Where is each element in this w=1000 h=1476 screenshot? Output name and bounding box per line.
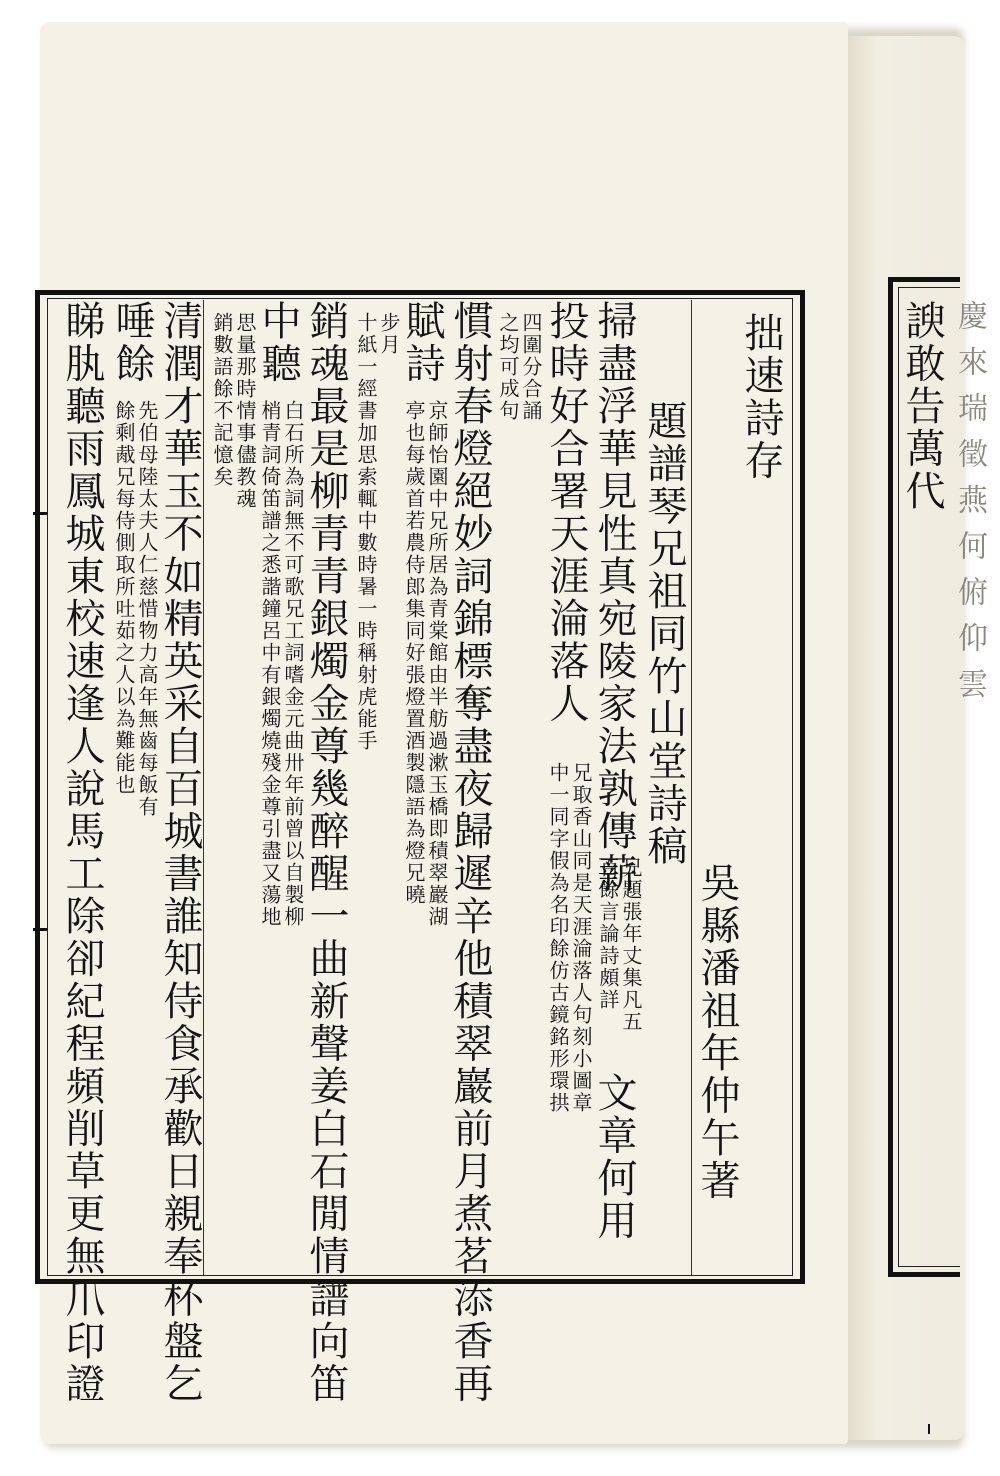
annotation-6a: 步月 <box>377 312 401 356</box>
column-rule <box>691 300 692 1275</box>
text-column-2: 投時好合署天涯淪落人 <box>543 300 589 725</box>
annotation-8a: 白石所為詞無不可歌兄工詞嗜金元曲卅年前曾以自製柳 <box>281 400 305 928</box>
text-column-1-tail: 文章何用 <box>591 1072 637 1242</box>
annotation-9b: 銷數語餘不記憶矣 <box>210 312 234 488</box>
neighbor-page-faint-text: 慶來瑞徵燕何俯仰雲 <box>952 300 987 714</box>
annotation-2a: 兄取香山同是天涯淪落人句刻小圖章 <box>569 762 593 1114</box>
neighbor-page-text: 諛敢告萬代 <box>899 300 945 513</box>
annotation-1b: 百餘言論詩頗詳 <box>596 857 620 1011</box>
annotation-5a: 京師怡園中兄所居為青棠館由半舫過漱玉橋即積翠巖湖 <box>425 400 449 928</box>
text-column-7: 銷魂最是柳青青銀燭金尊幾醉醒一曲新聲姜白石閒情譜向笛 <box>303 300 349 1405</box>
page-mark <box>928 1424 930 1434</box>
fishtail-mark <box>33 928 47 931</box>
text-column-8: 中聽 <box>255 300 301 385</box>
annotation-2b: 中一同字假為名印餘仿古鏡銘形環拱 <box>546 762 570 1114</box>
text-column-10: 清潤才華玉不如精英采自百城書誰知侍食承歡日親奉杯盤乞 <box>157 300 203 1405</box>
annotation-8b: 梢青詞倚笛譜之悉諧鐘呂中有銀燭燒殘金尊引盡又蕩地 <box>258 400 282 928</box>
text-column-4: 慣射春燈絕妙詞錦標奪盡夜歸遲辛他積翠巖前月煮茗添香再 <box>447 300 493 1405</box>
annotation-11b: 餘剩胾兄每侍側取所吐茹之人以為難能也 <box>112 400 136 796</box>
text-column-5: 賦詩 <box>399 300 445 385</box>
column-rule <box>203 300 204 1275</box>
fishtail-mark <box>33 512 47 515</box>
poem-title: 題譜琴兄祖同竹山堂詩稿 <box>641 400 687 868</box>
annotation-9a: 思量那時情事儘教魂 <box>233 312 257 510</box>
book-title: 拙速詩存 <box>738 312 784 482</box>
annotation-5b: 亭也每歲首若農侍郎集同好張燈置酒製隱語為燈兄曉 <box>402 400 426 906</box>
text-column-1: 掃盡浮華見性真宛陵家法孰傳薪 <box>591 300 637 895</box>
annotation-6b: 十紙一經書加思索輒中數時暑一時稱射虎能手 <box>354 312 378 752</box>
text-column-12: 睇肒聽雨鳳城東校速逢人說馬工除卻紀程頻削草更無爪印證 <box>59 300 105 1405</box>
annotation-1a: 兄題張年丈集凡五 <box>619 857 643 1033</box>
annotation-3b: 之均可成句 <box>496 312 520 422</box>
annotation-11a: 先伯母陸太夫人仁慈惜物力高年無齒每飯有 <box>135 400 159 818</box>
author-line: 吳縣潘祖年仲午著 <box>694 862 740 1202</box>
text-column-11: 唾餘 <box>109 300 155 385</box>
annotation-3a: 四圍分合誦 <box>519 312 543 422</box>
